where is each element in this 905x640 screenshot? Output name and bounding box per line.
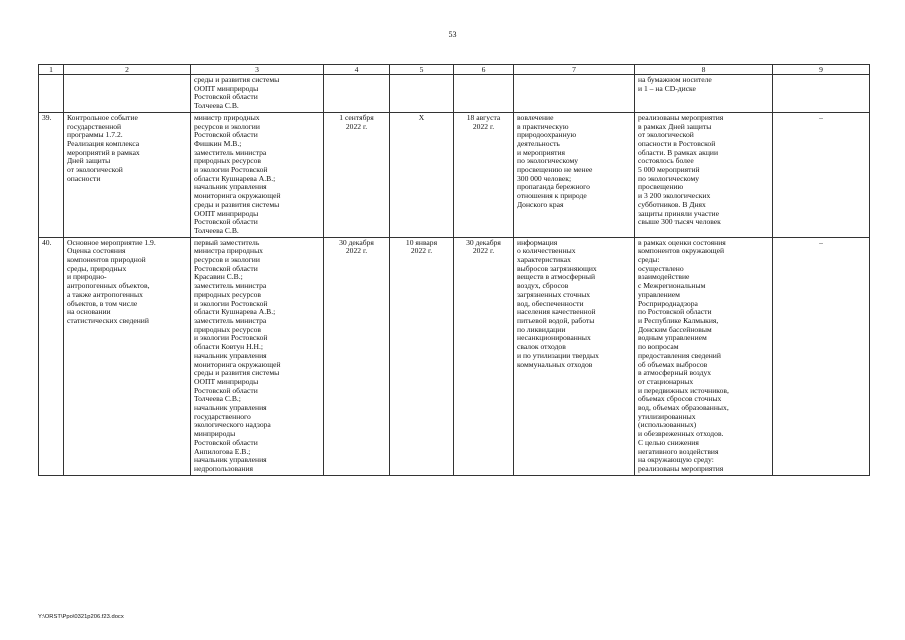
page-number: 53 — [448, 30, 457, 39]
note: – — [773, 112, 870, 237]
header-col-8: 8 — [635, 65, 773, 75]
end-date: 18 августа 2022 г. — [454, 112, 514, 237]
actual-result: в рамках оценки состояния компонентов окружающей среды: осуществлено взаимодействие с Межрегиональным управлением Росприроднадзора по Ростовской области и Республике Калмыкия, Донским бассейновым водным управлением по вопросам предоставления сведений об объемах выбросов в атмосферный воздух от стационарных и передвижных источников, объемах сбросов сточных вод, объемах образованных, утилизированных (использованных) и обезвреженных отходов. С целью снижения негативного воздействия на окружающую среду: реализованы мероприятия — [635, 237, 773, 475]
responsible-person: министр природных ресурсов и экологии Ростовской области Фишкин М.В.; заместитель министра природных ресурсов и экологии Ростовской области Кушнарева А.В.; начальник управления мониторинга окружающей среды и развития системы ООПТ минприроды Ростовской области Толчеева С.В. — [191, 112, 324, 237]
plan-date: X — [390, 112, 454, 237]
expected-result: информация о количественных характеристиках выбросов загрязняющих веществ в атмосферный воздух, сбросов загрязненных сточных вод, обеспеченности населения качественной питьевой водой, работы по ликвидации несанкционированных свалок отходов и по утилизации твердых коммунальных отходов — [514, 237, 635, 475]
table-row — [39, 112, 870, 237]
header-row — [39, 65, 870, 75]
measure-name: Контрольное событие государственной программы 1.7.2. Реализация комплекса мероприятий в рамках Дней защиты от экологической опасности — [64, 112, 191, 237]
responsible-person: первый заместитель министра природных ресурсов и экологии Ростовской области Красавин С.В.; заместитель министра природных ресурсов и экологии Ростовской области Кушнарева А.В.; заместитель министра природных ресурсов и экологии Ростовской области Ковтун Н.Н.; начальник управления мониторинга окружающей среды и развития системы ООПТ минприроды Ростовской области Толчеева С.В.; начальник управления государственного экологического надзора минприроды Ростовской области Анпилогова Е.В.; начальник управления недропользования — [191, 237, 324, 475]
end-date: 30 декабря 2022 г. — [454, 237, 514, 475]
row-number: 39. — [39, 112, 64, 237]
measure-name: Основное мероприятие 1.9. Оценка состояния компонентов природной среды, природных и природно- антропогенных объектов, а также антропогенных объектов, в том числе на основании статистических сведений — [64, 237, 191, 475]
continuation-fact: на бумажном носителе и 1 – на CD-диске — [635, 75, 773, 113]
file-path: Y:\ORST\Ppo\0321p206.f23.docx — [38, 614, 124, 620]
header-col-4: 4 — [324, 65, 390, 75]
header-col-6: 6 — [454, 65, 514, 75]
header-col-2: 2 — [64, 65, 191, 75]
start-date: 1 сентября 2022 г. — [324, 112, 390, 237]
table-row — [39, 237, 870, 475]
actual-result: реализованы мероприятия в рамках Дней защиты от экологической опасности в Ростовской области. В рамках акции состоялось более 5 000 мероприятий по экологическому просвещению и 3 200 экологических субботников. В Днях защиты приняли участие свыше 300 тысяч человек — [635, 112, 773, 237]
header-col-3: 3 — [191, 65, 324, 75]
continuation-row — [39, 75, 870, 113]
continuation-responsible: среды и развития системы ООПТ минприроды Ростовской области Толчеева С.В. — [191, 75, 324, 113]
measures-table — [38, 64, 870, 476]
plan-date: 10 января 2022 г. — [390, 237, 454, 475]
expected-result: вовлечение в практическую природоохранную деятельность и мероприятия по экологическому просвещению не менее 300 000 человек; пропаганда бережного отношения к природе Донского края — [514, 112, 635, 237]
start-date: 30 декабря 2022 г. — [324, 237, 390, 475]
header-col-1: 1 — [39, 65, 64, 75]
header-col-5: 5 — [390, 65, 454, 75]
header-col-7: 7 — [514, 65, 635, 75]
row-number: 40. — [39, 237, 64, 475]
header-col-9: 9 — [773, 65, 870, 75]
note: – — [773, 237, 870, 475]
